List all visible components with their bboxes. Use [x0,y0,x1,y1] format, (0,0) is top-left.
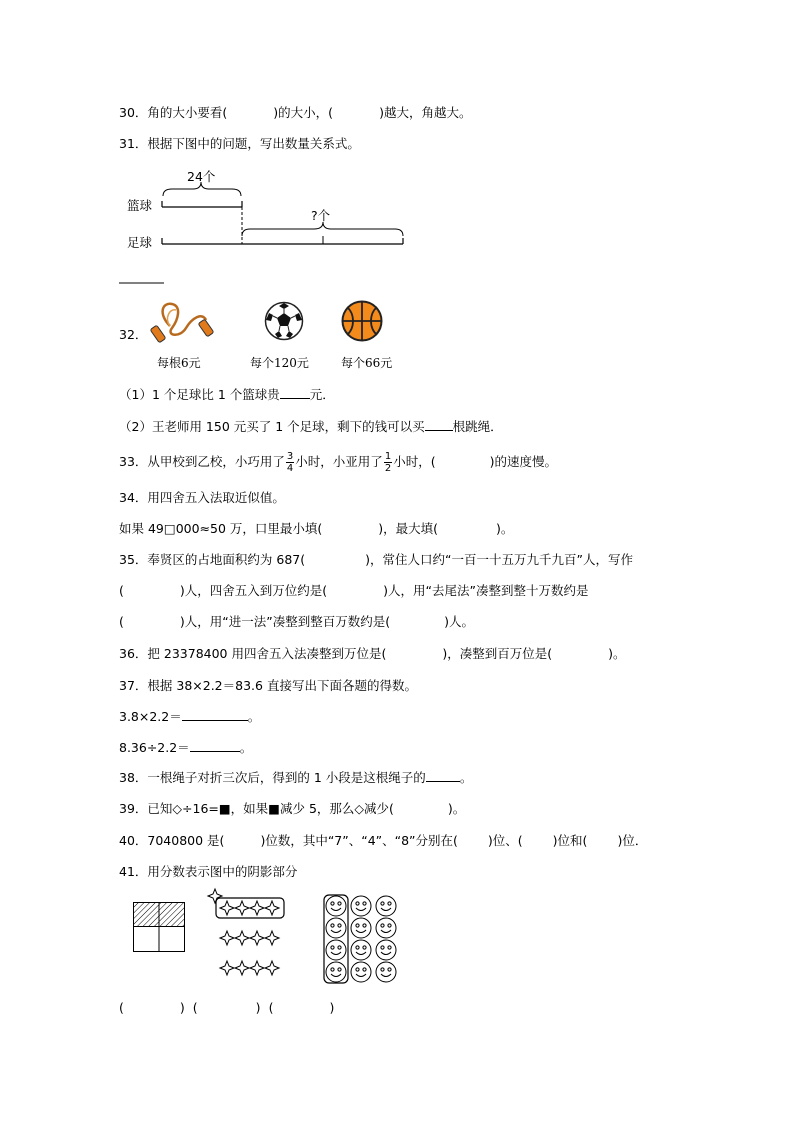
smiley-face-icon [376,896,396,916]
question-41: 41．用分数表示图中的阴影部分 [119,864,298,879]
stars-figure [215,896,287,984]
question-41-answers: ( ) ( ) ( ) [119,1000,335,1015]
caption-soccer-ball: 每个120元 [250,356,309,370]
answer-blank[interactable] [426,769,460,782]
square-fraction-figure [133,902,185,952]
question-39: 39．已知◇÷16=■，如果■减少 5，那么◇减少( )。 [119,801,466,816]
question-32-number: 32． [119,327,148,342]
question-34: 34．用四舍五入法取近似值。 [119,490,285,505]
smiley-face-icon [326,896,346,916]
question-40: 40．7040800 是( )位数，其中“7”、“4”、“8”分别在( )位、( )位和( )位． [119,833,648,848]
question-36: 36．把 23378400 用四舍五入法凑整到万位是( )，凑整到百万位是( )。 [119,646,626,661]
line-segment-diagram [0,0,794,300]
soccer-ball-icon [264,301,304,341]
basketball-icon [341,300,383,342]
question-31: 31．根据下图中的问题，写出数量关系式。 [119,136,360,151]
top-label: 24个 [187,169,216,184]
question-35-line3: ( )人，用“进一法”凑整到整百万数约是( )人。 [119,614,474,629]
answer-blank[interactable] [190,739,240,752]
smiley-faces-figure [323,893,403,985]
question-37: 37．根据 38×2.2＝83.6 直接写出下面各题的得数。 [119,678,417,693]
smiley-face-icon [351,940,371,960]
row-label-football: 足球 [127,235,153,250]
question-33: 33．从甲校到乙校，小巧用了 $\frac{3}{4}$ 小时，小亚用了 $\frac{1}{2}$ 小时，( )的速度慢。 [119,451,557,474]
question-32-sub2: （2）王老师用 150 元买了 1 个足球，剩下的钱可以买 根跳绳． [119,419,503,434]
smiley-face-icon [376,918,396,938]
question-37-expr2: 8.36÷2.2＝ 。 [119,740,253,755]
answer-blank[interactable] [425,418,453,431]
smiley-face-icon [326,962,346,982]
smiley-face-icon [351,896,371,916]
smiley-face-icon [326,940,346,960]
question-30: 30．角的大小要看( )的大小，( )越大，角越大。 [119,105,472,120]
row-label-basketball: 篮球 [127,198,153,213]
question-38: 38．一根绳子对折三次后，得到的 1 小段是这根绳子的 。 [119,770,473,785]
question-32-sub1: （1）1 个足球比 1 个篮球贵 元． [119,387,335,402]
caption-jump-rope: 每根6元 [157,356,201,370]
smiley-face-icon [376,940,396,960]
answer-blank[interactable] [182,708,248,721]
question-34-line2: 如果 49□000≈50 万，口里最小填( )，最大填( )。 [119,521,514,536]
jump-rope-icon [150,298,220,346]
caption-basketball: 每个66元 [341,356,393,370]
smiley-face-icon [326,918,346,938]
fraction-three-quarters: $\frac{3}{4}$ [286,451,294,474]
smiley-face-icon [351,918,371,938]
question-35-line1: 35．奉贤区的占地面积约为 687( )，常住人口约“一百一十五万九千九百”人，写作 [119,552,633,567]
question-37-expr1: 3.8×2.2＝ 。 [119,709,261,724]
fraction-one-half: $\frac{1}{2}$ [384,451,392,474]
smiley-face-icon [376,962,396,982]
answer-blank[interactable] [280,386,310,399]
smiley-face-icon [351,962,371,982]
question-label: ?个 [311,208,331,223]
question-35-line2: ( )人，四舍五入到万位约是( )人，用“去尾法”凑整到整十万数约是 [119,583,589,598]
